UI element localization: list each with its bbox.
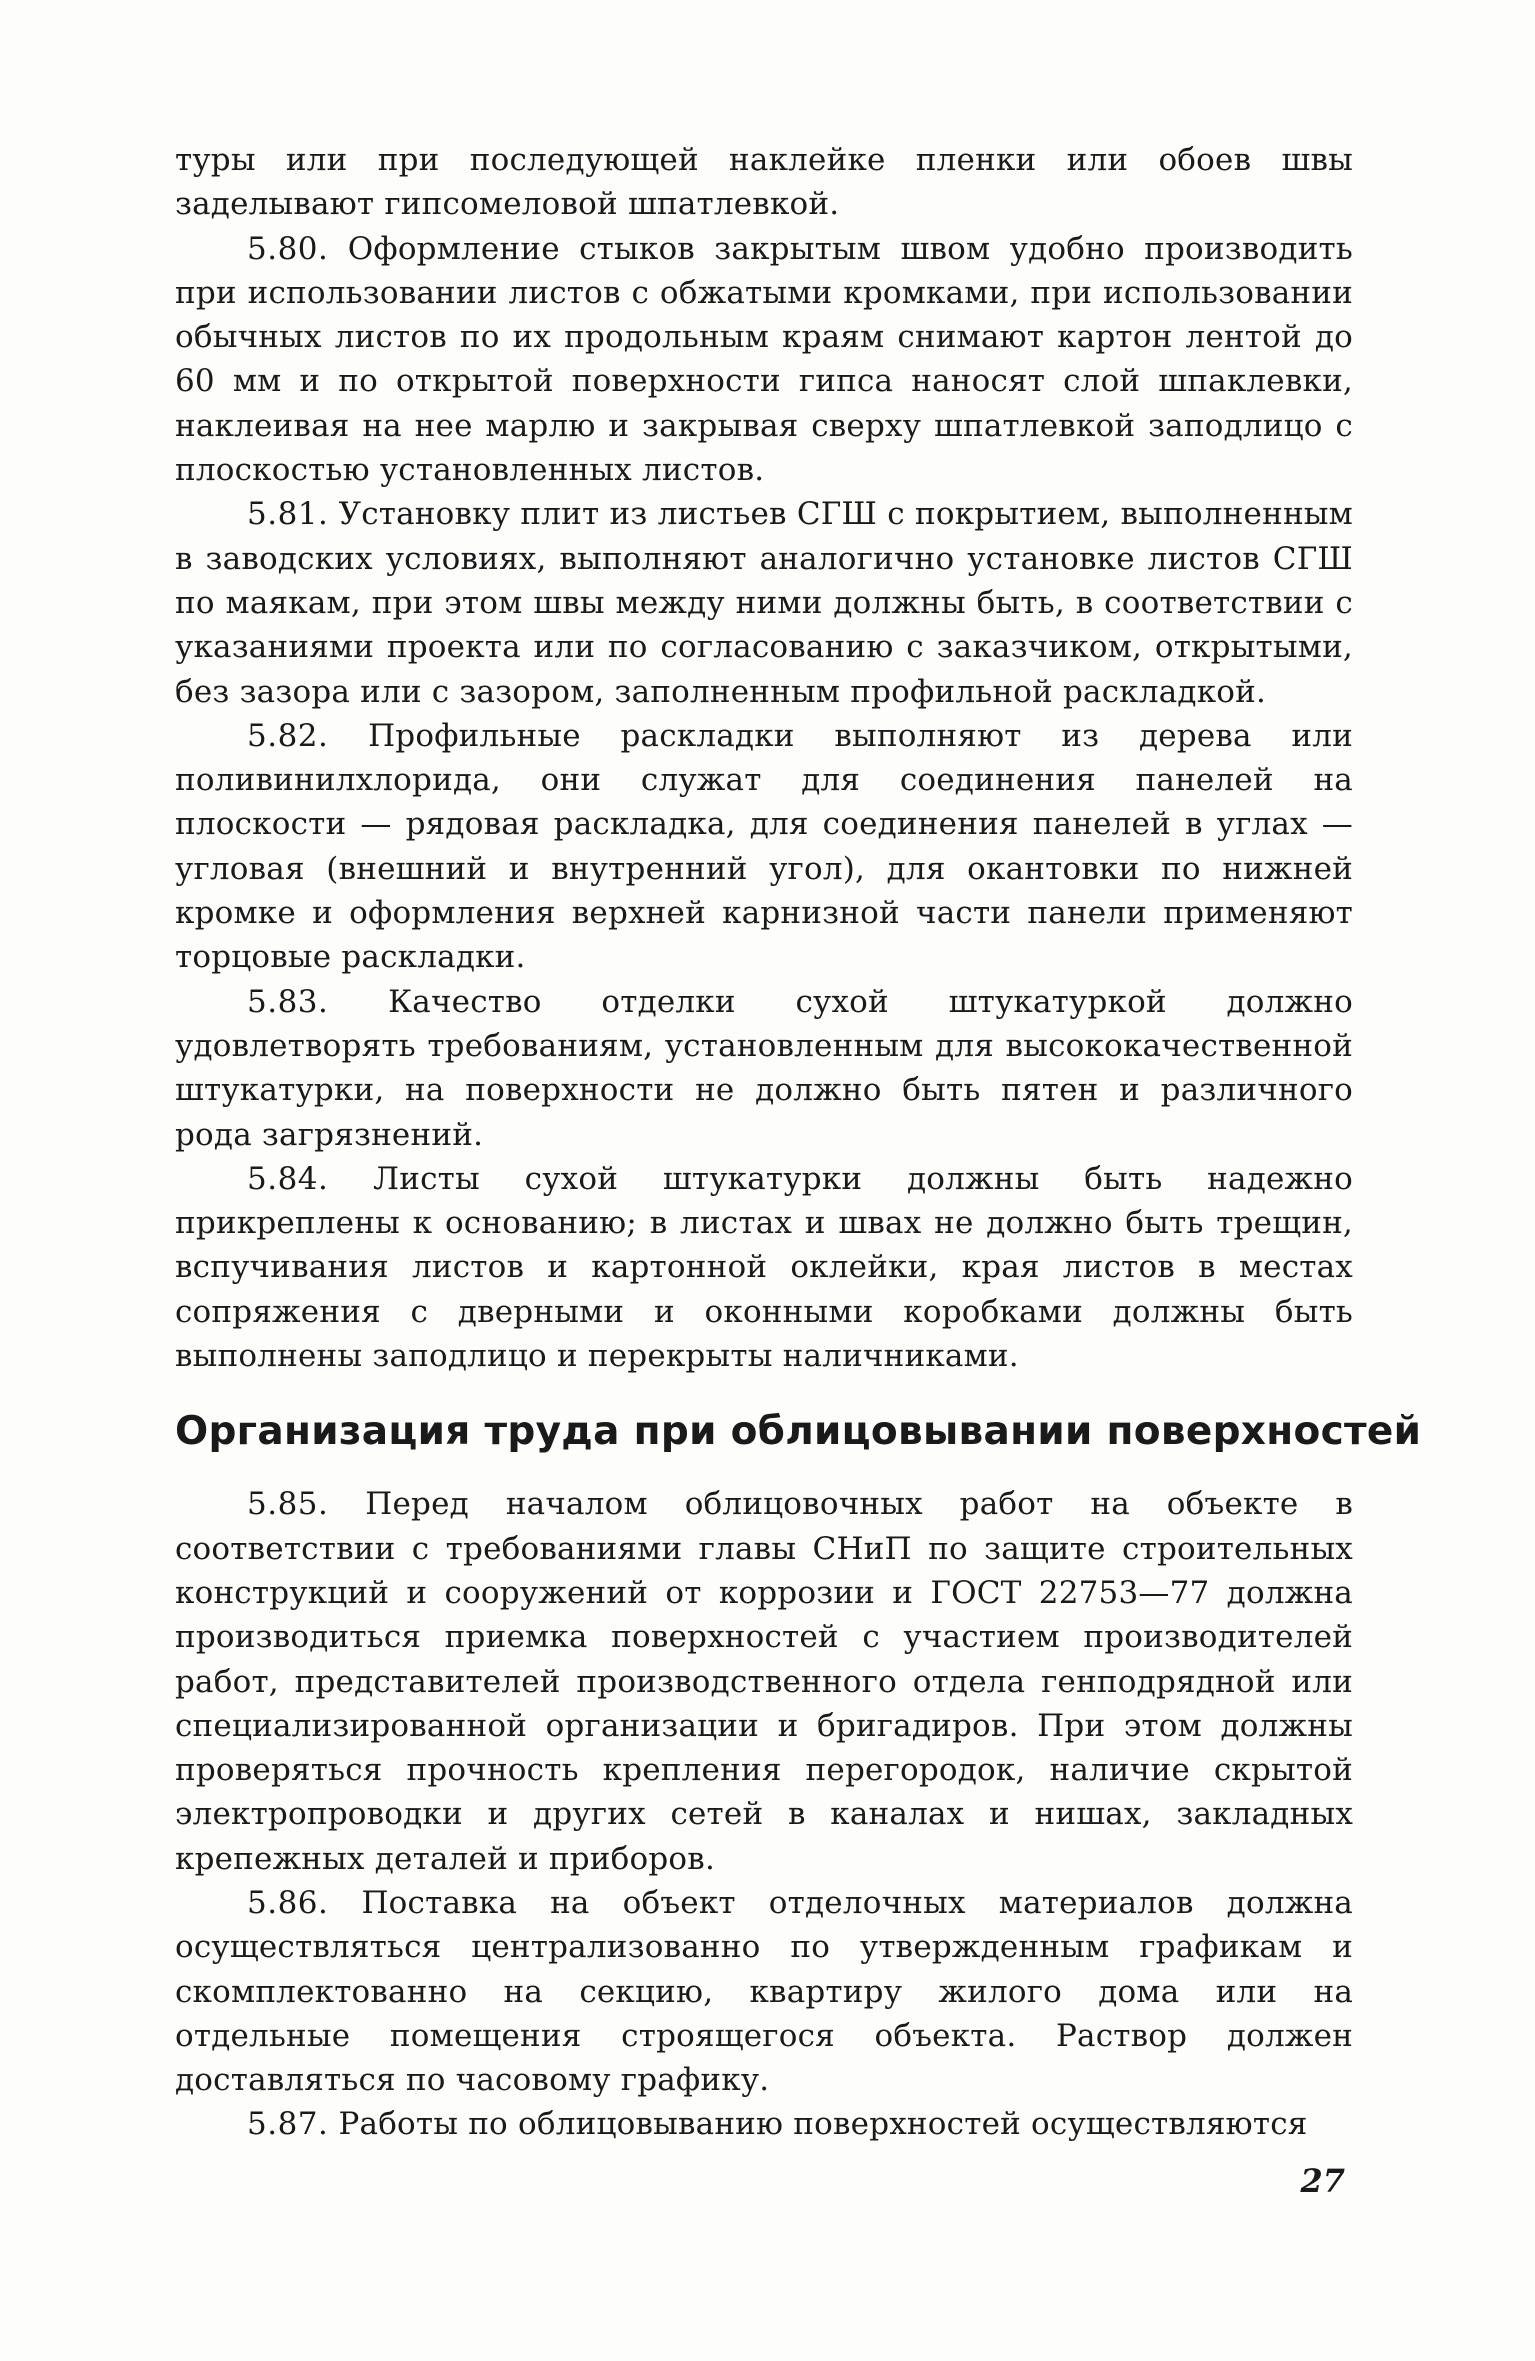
- paragraph-text: Оформление стыков закрытым швом удобно производить при использовании листов с обжатыми кромками, при использовании обычных листов по их продольным краям снимают картон лентой до 60 мм и по открытой поверхности гипса наносят слой шпаклевки, наклеивая на нее марлю и закрывая сверху шпатлевкой заподлицо с плоскостью установленных листов.: [175, 230, 1353, 489]
- paragraph-continuation: [175, 138, 1353, 227]
- paragraph-number: 5.85.: [247, 1486, 329, 1523]
- paragraph-text: Поставка на объект отделочных материалов должна осуществляться централизованно по утвержденным графикам и скомплектованно на секцию, квартиру жилого дома или на отдельные помещения строящегося объекта. Раствор должен доставляться по часовому графику.: [175, 1884, 1353, 2099]
- paragraph-text: Перед началом облицовочных работ на объекте в соответствии с требованиями главы СНиП по защите строительных конструкций и сооружений от коррозии и ГОСТ 22753—77 должна производиться приемка поверхностей с участием производителей работ, представителей производственного отдела генподрядной или специализированной организации и бригадиров. При этом должны проверяться прочность крепления перегородок, наличие скрытой электропроводки и других сетей в каналах и нишах, закладных крепежных деталей и приборов.: [175, 1486, 1353, 1877]
- paragraph-number: 5.81.: [247, 496, 329, 533]
- paragraph-number: 5.83.: [247, 983, 329, 1020]
- paragraph-5-80: [175, 227, 1353, 493]
- paragraph-number: 5.80.: [247, 230, 329, 267]
- paragraph-text: Качество отделки сухой штукатуркой должно удовлетворять требованиям, установленным для высококачественной штукатурки, на поверхности не должно быть пятен и различного рода загрязнений.: [175, 983, 1353, 1153]
- paragraph-number: 5.87.: [247, 2106, 329, 2143]
- paragraph-text: Профильные раскладки выполняют из дерева или поливинилхлорида, они служат для соединения панелей на плоскости — рядовая раскладка, для соединения панелей в углах — угловая (внешний и внутренний угол), для окантовки по нижней кромке и оформления верхней карнизной части панели применяют торцовые раскладки.: [175, 717, 1353, 976]
- paragraph-5-83: [175, 980, 1353, 1157]
- paragraph-number: 5.86.: [247, 1884, 329, 1921]
- paragraph-5-85: [175, 1482, 1353, 1881]
- section-heading: Организация труда при облицовывании поверхностей: [175, 1409, 1422, 1455]
- paragraph-text: Работы по облицовыванию поверхностей осуществляются: [338, 2106, 1308, 2143]
- paragraph-text: Листы сухой штукатурки должны быть надежно прикреплены к основанию; в листах и швах не должно быть трещин, вспучивания листов и картонной оклейки, края листов в местах сопряжения с дверными и оконными коробками должны быть выполнены заподлицо и перекрыты наличниками.: [175, 1160, 1353, 1375]
- paragraph-5-86: [175, 1881, 1353, 2102]
- body-text: [175, 138, 1422, 2147]
- page-number: 27: [1300, 2162, 1345, 2200]
- paragraph-5-82: [175, 714, 1353, 980]
- paragraph-text: туры или при последующей наклейке пленки или обоев швы заделывают гипсомеловой шпатлевкой.: [175, 142, 1353, 223]
- paragraph-5-84: [175, 1157, 1353, 1378]
- paragraph-5-81: [175, 492, 1353, 713]
- paragraph-number: 5.82.: [247, 717, 329, 754]
- paragraph-number: 5.84.: [247, 1160, 329, 1197]
- paragraph-text: Установку плит из листьев СГШ с покрытием, выполненным в заводских условиях, выполняют аналогично установке листов СГШ по маякам, при этом швы между ними должны быть, в соответствии с указаниями проекта или по согласованию с заказчиком, открытыми, без зазора или с зазором, заполненным профильной раскладкой.: [175, 496, 1353, 710]
- paragraph-5-87: [175, 2102, 1353, 2146]
